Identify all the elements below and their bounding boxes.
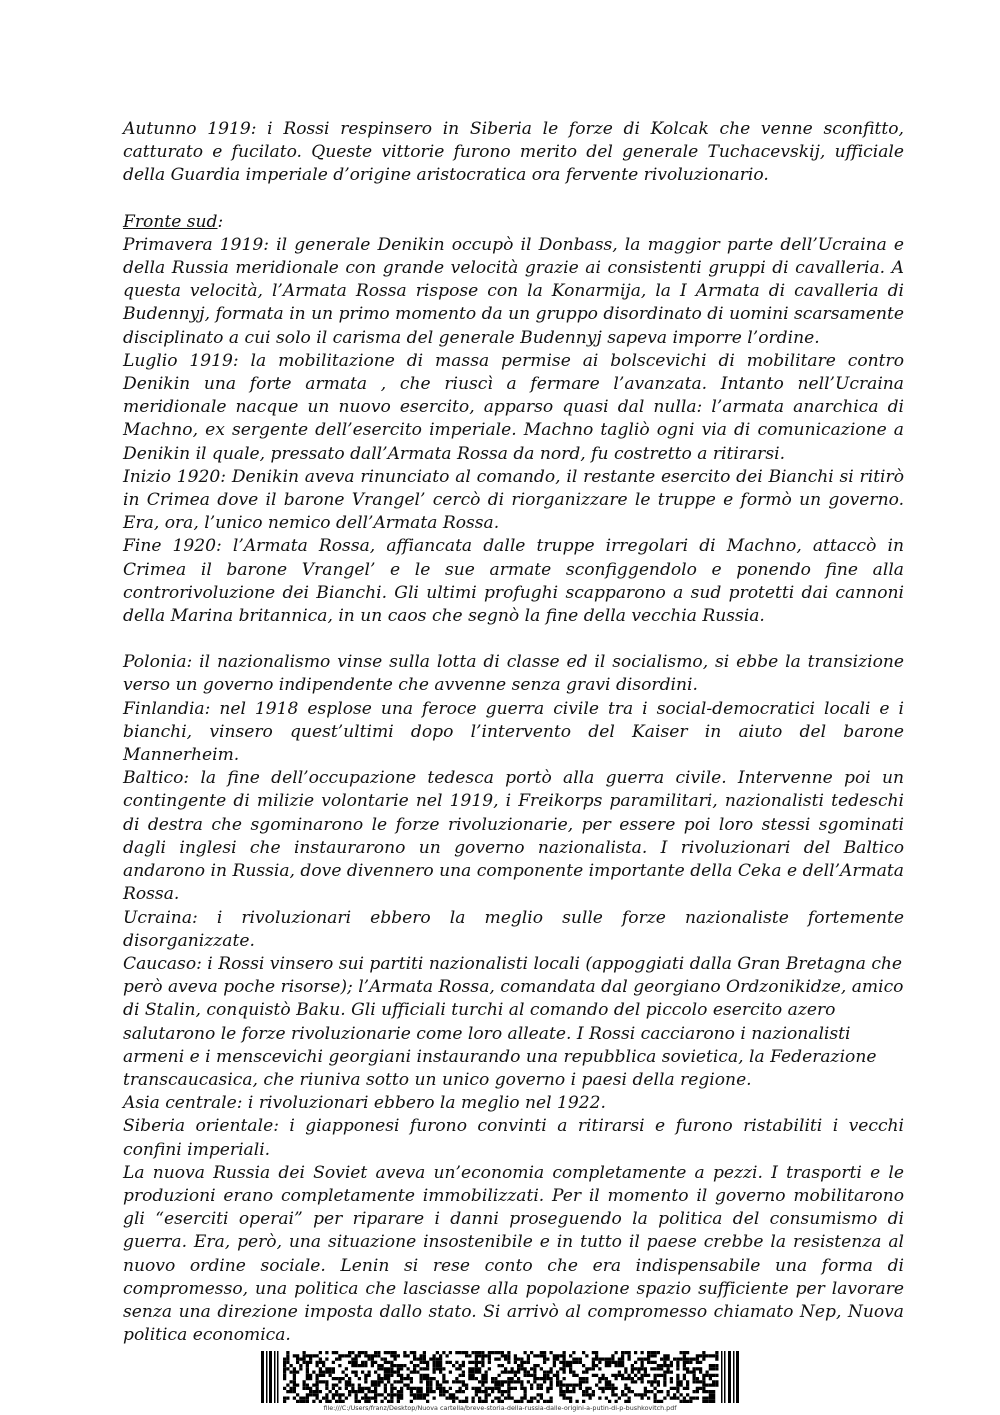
section-regions — [123, 651, 904, 1347]
paragraph: Finlandia: nel 1918 esplose una feroce guerra civile tra i social-democratici locali e i bianchi, vinsero quest’ultimi dopo l’intervento del Kaiser in aiuto del barone Mannerheim. — [123, 698, 904, 766]
section-heading-text: Fronte sud — [123, 211, 218, 232]
paragraph: Baltico: la fine dell’occupazione tedesca portò alla guerra civile. Intervenne poi un contingente di milizie volontarie nel 1919, i Freikorps paramilitari, nazionalisti tedeschi di destra che sgominarono le forze rivoluzionarie, per essere poi loro stessi sgominati dagli inglesi che instaurarono un governo nazionalista. I rivoluzionari del Baltico andarono in Russia, dove divennero una componente importante della Ceka e dell’Armata Rossa. — [123, 768, 904, 905]
section-heading — [123, 211, 904, 234]
paragraph: Fine 1920: l’Armata Rossa, affiancata dalle truppe irregolari di Machno, attaccò in Crimea il barone Vrangel’ e le sue armate sconfiggendolo e ponendo fine alla controrivoluzione dei Bianchi. Gli ultimi profughi scapparono a sud protetti dai cannoni della Marina britannica, in un caos che segnò la fine della vecchia Russia. — [123, 536, 904, 627]
paragraph: Primavera 1919: il generale Denikin occupò il Donbass, la maggior parte dell’Ucraina e della Russia meridionale con grande velocità grazie ai consistenti gruppi di cavalleria. A questa velocità, l’Armata Rossa rispose con la Konarmija, la I Armata di cavalleria di Budennyj, formata in un primo momento da un gruppo disordinato di uomini scarsamente disciplinato a cui solo il carisma del generale Budennyj sapeva imporre l’ordine. — [123, 234, 904, 348]
paragraph-gap — [123, 188, 904, 211]
paragraph: Autunno 1919: i Rossi respinsero in Siberia le forze di Kolcak che venne sconfitto, catturato e fucilato. Queste vittorie furono merito del generale Tuchacevskij, ufficiale della Guardia imperiale d’origine aristocratica ora fervente rivoluzionario. — [123, 119, 904, 186]
paragraph: Polonia: il nazionalismo vinse sulla lotta di classe ed il socialismo, si ebbe la transizione verso un governo indipendente che avvenne senza gravi disordini. — [123, 652, 904, 696]
section-kolcak — [123, 118, 904, 188]
paragraph: Asia centrale: i rivoluzionari ebbero la meglio nel 1922. — [123, 1093, 606, 1114]
paragraph: Inizio 1920: Denikin aveva rinunciato al comando, il restante esercito dei Bianchi si ritirò in Crimea dove il barone Vrangel’ cercò di riorganizzare le truppe e formò un governo. Era, ora, l’unico nemico dell’Armata Rossa. — [123, 466, 904, 534]
paragraph: Caucaso: i Rossi vinsero sui partiti nazionalisti locali (appoggiati dalla Gran Bretagna che però aveva poche risorse); l’Armata Rossa, comandata dal georgiano Ordzonikidze, amico di Stalin, conquistò Baku. Gli ufficiali turchi al comando del piccolo esercito azero salutarono le forze rivoluzionarie come loro alleate. I Rossi cacciarono i nazionalisti armeni e i menscevichi georgiani instaurando una repubblica sovietica, la Federazione transcaucasica, che riuniva sotto un unico governo i paesi della regione. — [123, 953, 904, 1090]
document-body — [123, 118, 904, 1347]
paragraph: Ucraina: i rivoluzionari ebbero la meglio sulle forze nazionaliste fortemente disorganizzate. — [123, 907, 904, 951]
barcode-image — [261, 1351, 739, 1403]
section-fronte-sud — [123, 211, 904, 629]
paragraph: La nuova Russia dei Soviet aveva un’economia completamente a pezzi. I trasporti e le produzioni erano completamente immobilizzati. Per il momento il governo mobilitarono gli “eserciti operai” per riparare i danni proseguendo la politica del consumismo di guerra. Era, però, una situazione insostenibile e in tutto il paese crebbe la resistenza al nuovo ordine sociale. Lenin si rese conto che era indispensabile una forma di compromesso, una politica che lasciasse alla popolazione spazio sufficiente per lavorare senza una direzione imposta dallo stato. Si arrivò al compromesso chiamato Nep, Nuova politica economica. — [123, 1162, 904, 1346]
section-heading-colon: : — [217, 211, 224, 232]
page-footer — [248, 1338, 752, 1415]
paragraph-gap — [123, 628, 904, 651]
paragraph: Siberia orientale: i giapponesi furono convinti a ritirarsi e furono ristabiliti i vecchi confini imperiali. — [123, 1116, 904, 1160]
file-path-label: file:///C:/Users/franz/Desktop/Nuova cartella/breve-storia-della-russia-dalle-origini-a-putin-di-p-bushkovitch.pdf — [323, 1404, 677, 1412]
paragraph: Luglio 1919: la mobilitazione di massa permise ai bolscevichi di mobilitare contro Denikin una forte armata , che riuscì a fermare l’avanzata. Intanto nell’Ucraina meridionale nacque un nuovo esercito, apparso quasi dal nulla: l’armata anarchica di Machno, ex sergente dell’esercito imperiale. Machno tagliò ogni via di comunicazione a Denikin il quale, pressato dall’Armata Rossa da nord, fu costretto a ritirarsi. — [123, 350, 904, 464]
